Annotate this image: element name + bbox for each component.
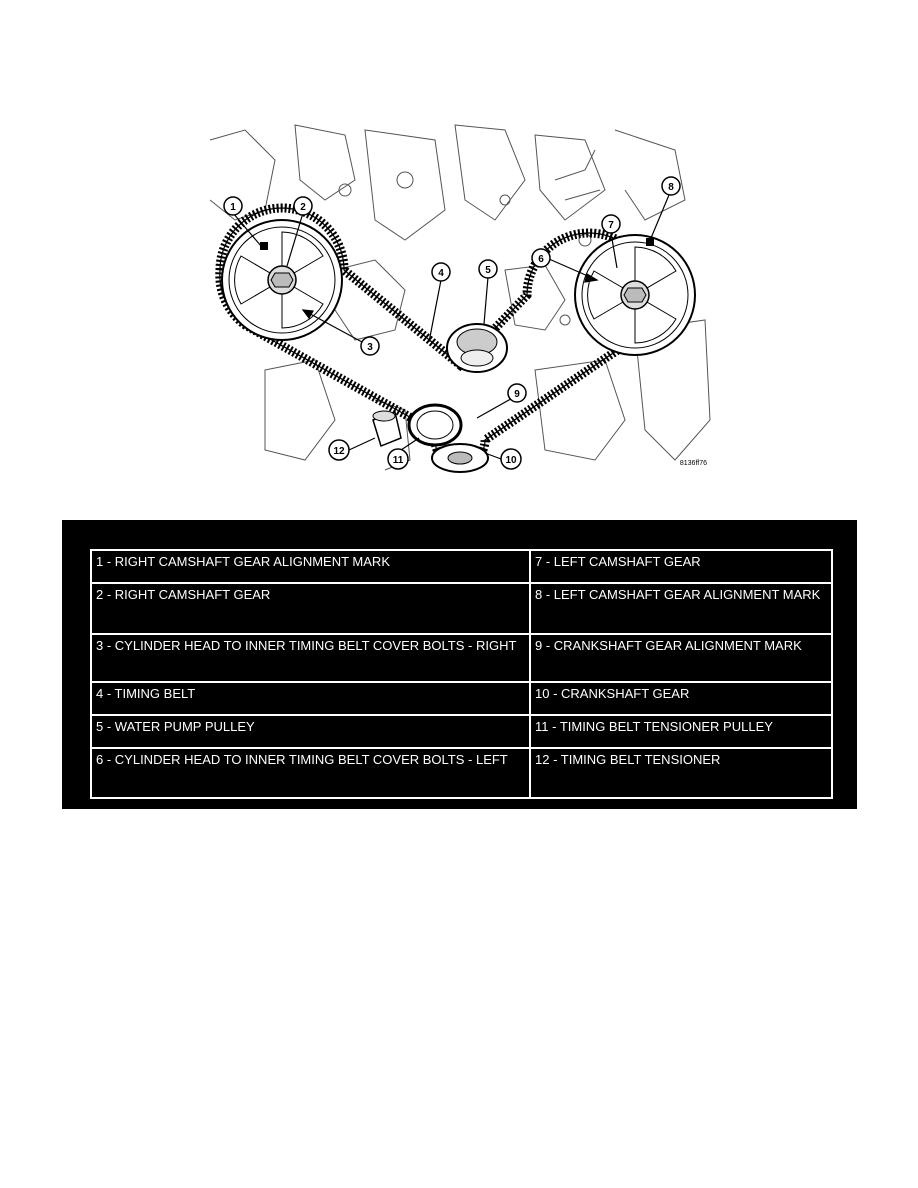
callout-5 [479,260,497,278]
callout-10 [501,449,521,469]
legend-cell: 9 - CRANKSHAFT GEAR ALIGNMENT MARK [530,634,832,682]
table-row [91,715,832,748]
crankshaft-gear [432,444,488,472]
callout-8 [662,177,680,195]
legend-cell: 12 - TIMING BELT TENSIONER [530,748,832,798]
svg-text:12: 12 [333,446,345,457]
svg-text:6: 6 [538,254,544,265]
callout-4 [432,263,450,281]
svg-text:8: 8 [668,182,674,193]
water-pump-pulley [447,324,507,372]
callout-12 [329,440,349,460]
legend-cell: 4 - TIMING BELT [91,682,530,715]
svg-text:4: 4 [438,268,444,279]
timing-belt-illustration [205,120,715,480]
table-row [91,583,832,634]
legend-cell: 6 - CYLINDER HEAD TO INNER TIMING BELT COVER BOLTS - LEFT [91,748,530,798]
legend-panel [62,520,857,809]
table-row [91,748,832,798]
callout-3 [361,337,379,355]
table-row [91,550,832,583]
left-camshaft-gear [575,235,695,355]
svg-text:9: 9 [514,389,520,400]
callout-9 [508,384,526,402]
svg-text:2: 2 [300,202,306,213]
legend-cell: 2 - RIGHT CAMSHAFT GEAR [91,583,530,634]
legend-cell: 11 - TIMING BELT TENSIONER PULLEY [530,715,832,748]
legend-cell: 10 - CRANKSHAFT GEAR [530,682,832,715]
svg-text:1: 1 [230,202,236,213]
callout-1 [224,197,242,215]
svg-text:3: 3 [367,342,373,353]
legend-cell: 8 - LEFT CAMSHAFT GEAR ALIGNMENT MARK [530,583,832,634]
svg-text:10: 10 [505,455,517,466]
svg-text:7: 7 [608,220,614,231]
legend-table [90,549,833,799]
callout-6 [532,249,550,267]
table-row [91,634,832,682]
legend-cell: 7 - LEFT CAMSHAFT GEAR [530,550,832,583]
figure-code: 8136ff76 [679,460,707,467]
callout-11 [388,449,408,469]
legend-cell: 3 - CYLINDER HEAD TO INNER TIMING BELT COVER BOLTS - RIGHT [91,634,530,682]
callout-7 [602,215,620,233]
timing-belt-tensioner [373,411,401,446]
svg-text:5: 5 [485,265,491,276]
callout-2 [294,197,312,215]
legend-cell: 5 - WATER PUMP PULLEY [91,715,530,748]
svg-text:11: 11 [392,455,404,466]
table-row [91,682,832,715]
legend-cell: 1 - RIGHT CAMSHAFT GEAR ALIGNMENT MARK [91,550,530,583]
